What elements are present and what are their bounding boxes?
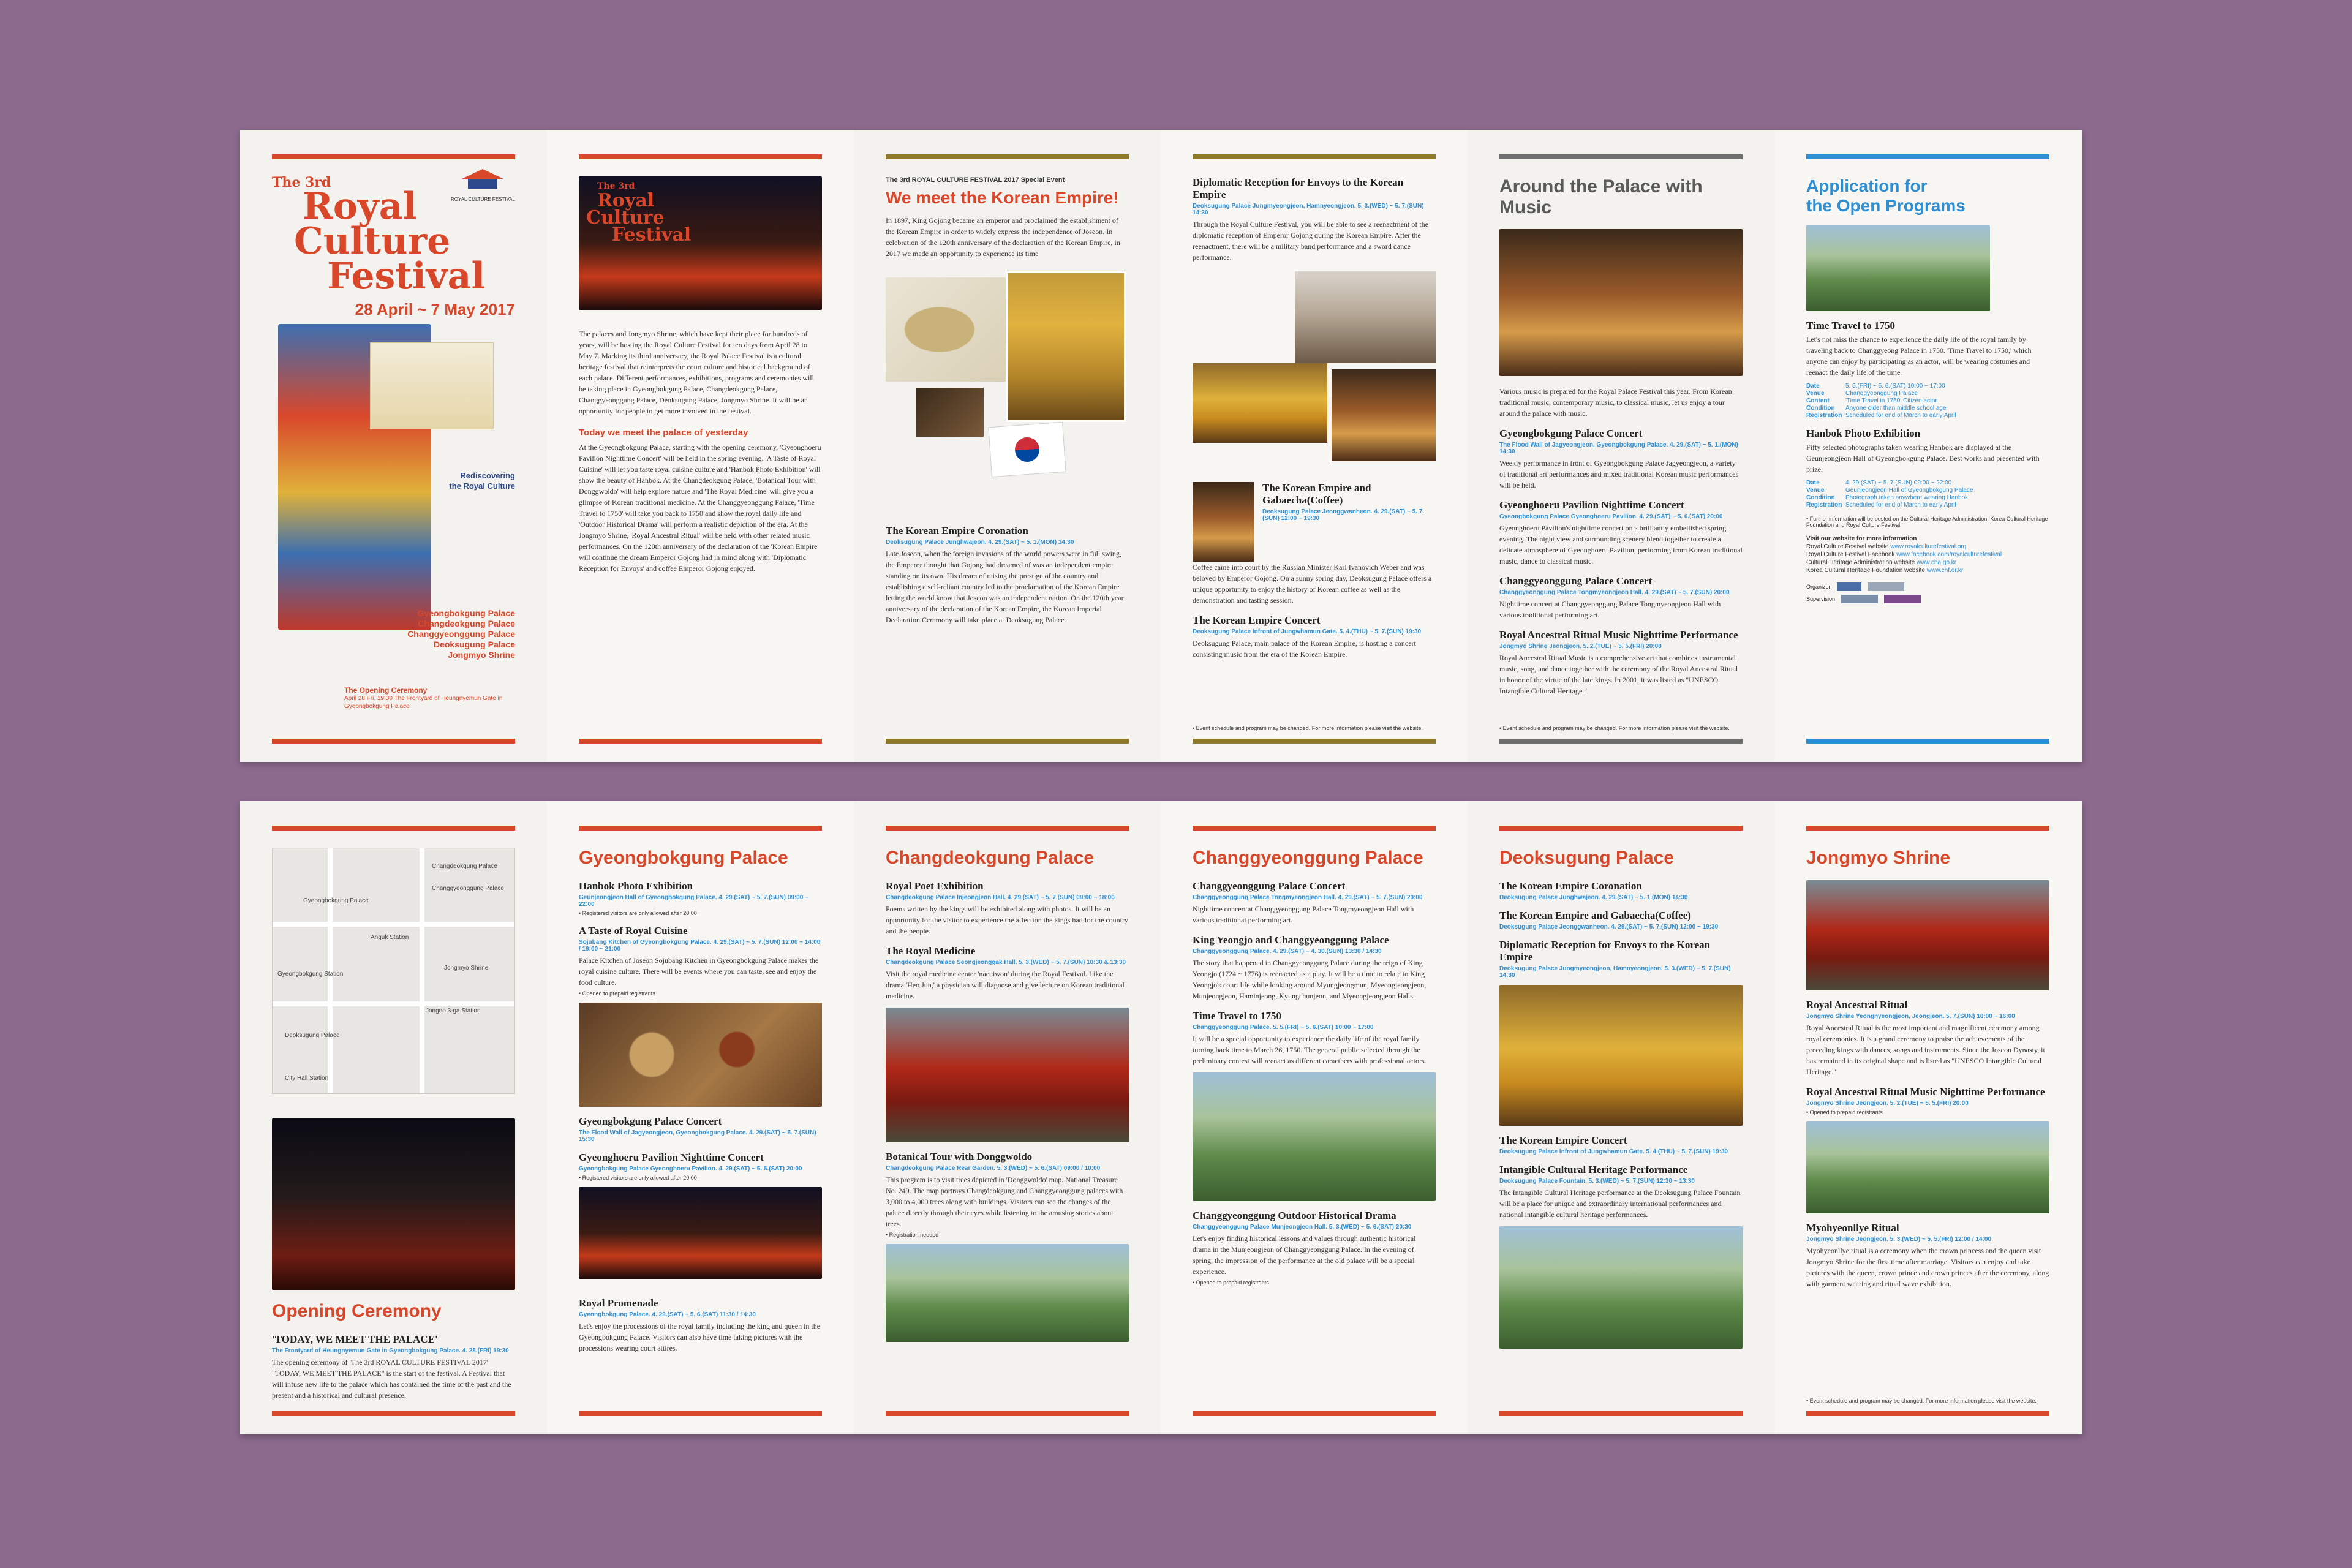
event-meta: Changgyeonggung Palace Munjeongjeon Hall. 5. 3.(WED) ~ 5. 6.(SAT) 20:30	[1193, 1224, 1412, 1231]
event-meta: The Frontyard of Heungnyemun Gate in Gyeongbokgung Palace. 4. 28.(FRI) 19:30	[272, 1348, 509, 1354]
info-value: Changgyeonggung Palace	[1845, 390, 1918, 398]
event-meta: Jongmyo Shrine Jeongjeon. 5. 2.(TUE) ~ 5. 5.(FRI) 20:00	[1499, 643, 1662, 650]
event-title: Changgyeonggung Outdoor Historical Drama	[1193, 1210, 1396, 1221]
gabaecha-block	[1193, 482, 1436, 562]
map-label: Gyeongbokgung Palace	[303, 897, 369, 904]
map-label: Anguk Station	[371, 934, 409, 941]
event-body: Deoksugung Palace, main palace of the Korean Empire, is hosting a concert consisting music from the era of the Korean Empire.	[1193, 639, 1416, 658]
schedule-footnote: • Event schedule and program may be changed. For more information please visit the website.	[1806, 1398, 2037, 1404]
link-label: Cultural Heritage Administration website	[1806, 559, 1915, 567]
event-meta: Jongmyo Shrine Jeongjeon. 5. 2.(TUE) ~ 5. 5.(FRI) 20:00	[1806, 1100, 1969, 1107]
event-note: • Opened to prepaid registrants	[579, 990, 655, 997]
event-meta: Deoksugung Palace Jungmyeongjeon, Hamnyeongjeon. 5. 3.(WED) ~ 5. 7.(SUN) 14:30	[1193, 203, 1424, 216]
event-title: Myohyeonllye Ritual	[1806, 1222, 1899, 1234]
event-meta: Deoksugung Palace Infront of Jungwhamun Gate. 5. 4.(THU) ~ 5. 7.(SUN) 19:30	[1193, 628, 1422, 635]
info-value: 4. 29.(SAT) ~ 5. 7.(SUN) 09:00 ~ 22:00	[1845, 480, 1952, 487]
venue-list	[407, 608, 515, 660]
top-rule	[1806, 154, 2049, 159]
event-body: Palace Kitchen of Joseon Sojubang Kitchen in Gyeongbokgung Palace makes the royal cuisine culture. There will be events where you can taste, see and enjoy the food culture.	[579, 956, 819, 987]
application-title-line1: Application for	[1806, 176, 1928, 195]
event-body: Nighttime concert at Changgyeonggung Palace Tongmyeongjeon Hall with various traditional performing art.	[1499, 600, 1721, 619]
event-meta: The Flood Wall of Jagyeongjeon, Gyeongbokgung Palace. 4. 29.(SAT) ~ 5. 7.(SUN) 15:30	[579, 1129, 816, 1143]
info-key: Date	[1806, 383, 1820, 390]
schedule-footnote: • Event schedule and program may be changed. For more information please visit the website.	[1499, 725, 1730, 731]
map-label: Jongno 3-ga Station	[426, 1008, 481, 1014]
event-meta: Changgyeonggung Palace. 5. 5.(FRI) ~ 5. 6.(SAT) 10:00 ~ 17:00	[1193, 1024, 1374, 1031]
event-meta: Deoksugung Palace Jeonggwanheon. 4. 29.(SAT) ~ 5. 7.(SUN) 12:00 ~ 19:30	[1499, 924, 1719, 930]
rear-garden-photo	[886, 1244, 1129, 1342]
website-link[interactable]	[1806, 543, 2049, 550]
event-meta: Jongmyo Shrine Jeongjeon. 5. 3.(WED) ~ 5. 5.(FRI) 12:00 / 14:00	[1806, 1236, 1992, 1243]
event-meta: Deoksugung Palace Junghwajeon. 4. 29.(SAT) ~ 5. 1.(MON) 14:30	[1499, 894, 1688, 901]
ancestral-ritual-photo	[1806, 880, 2049, 990]
info-row	[1806, 502, 2049, 508]
info-row	[1806, 494, 2049, 501]
bottom-rule	[1806, 1411, 2049, 1416]
event-meta: Changdeokgung Palace Injeongjeon Hall. 4. 29.(SAT) ~ 5. 7.(SUN) 09:00 ~ 18:00	[886, 894, 1115, 901]
info-row	[1806, 412, 2049, 419]
opening-detail: April 28 Fri. 19:30 The Frontyard of Heungnyemun Gate in Gyeongbokgung Palace	[344, 695, 503, 710]
event-title: The Korean Empire Concert	[1193, 614, 1321, 626]
palace-building-photo	[1193, 363, 1327, 443]
event-title: The Korean Empire and Gabaecha(Coffee)	[1499, 910, 1691, 921]
info-row	[1806, 480, 2049, 486]
bottom-rule	[272, 1411, 515, 1416]
info-key: Condition	[1806, 405, 1835, 412]
changgyeonggung-panel	[1161, 801, 1468, 1434]
visit-heading: Visit our website for more information	[1806, 535, 1917, 543]
info-key: Venue	[1806, 390, 1825, 398]
event-meta: Deoksugung Palace Junghwajeon. 4. 29.(SAT) ~ 5. 1.(MON) 14:30	[886, 538, 1074, 546]
music-intro: Various music is prepared for the Royal Palace Festival this year. From Korean traditional music, contemporary music, to classical music, let us enjoy a tour around the palace with music.	[1499, 387, 1732, 418]
info-row	[1806, 390, 2049, 397]
map-road	[273, 922, 514, 927]
event-title: Intangible Cultural Heritage Performance	[1499, 1164, 1688, 1175]
event-title: 'TODAY, WE MEET THE PALACE'	[272, 1333, 438, 1345]
event-note: • Registration needed	[886, 1232, 939, 1238]
event-title: Diplomatic Reception for Envoys to the Korean Empire	[1499, 939, 1711, 963]
supervision-logo	[1841, 595, 1878, 603]
event-meta: Jongmyo Shrine Yeongnyeongjeon, Jeongjeon. 5. 7.(SUN) 10:00 ~ 16:00	[1806, 1013, 2015, 1020]
top-rule	[579, 826, 822, 831]
bottom-rule	[886, 1411, 1129, 1416]
royal-cuisine-photo	[579, 1003, 822, 1107]
dragon-illustration	[886, 277, 1020, 382]
event-title: A Taste of Royal Cuisine	[579, 925, 688, 937]
hanbok-info	[1806, 480, 2049, 508]
event-body: Fifty selected photographs taken wearing Hanbok are displayed at the Geunjeongjeon Hall of Gyeongbokgung Palace. Best works and presented with prize.	[1806, 443, 2040, 474]
info-key: Condition	[1806, 494, 1835, 502]
logo-text: ROYAL CULTURE FESTIVAL	[450, 197, 515, 202]
changdeokgung-panel	[854, 801, 1161, 1434]
event-meta: Deoksugung Palace Fountain. 5. 3.(WED) ~ 5. 7.(SUN) 12:30 ~ 13:30	[1499, 1178, 1695, 1185]
event-title: Changgyeonggung Palace Concert	[1499, 575, 1653, 587]
logo-icon	[459, 164, 506, 194]
link-url[interactable]: www.royalculturefestival.org	[1890, 543, 1967, 551]
map-label: Deoksugung Palace	[285, 1032, 340, 1039]
event-body: Weekly performance in front of Gyeongbokgung Palace Jagyeongjeon, a variety of traditional art performances and mixed traditional Korean music performances will be held.	[1499, 459, 1739, 489]
palace-heading: Deoksugung Palace	[1499, 848, 1675, 868]
bottom-rule	[1499, 1411, 1743, 1416]
venue-item: Gyeongbokgung Palace	[417, 608, 515, 618]
link-label: Royal Culture Festival Facebook	[1806, 551, 1895, 559]
event-title: Gyeonghoeru Pavilion Nighttime Concert	[579, 1152, 764, 1163]
time-travel-info	[1806, 383, 2049, 419]
event-title: Diplomatic Reception for Envoys to the Korean Empire	[1193, 176, 1404, 200]
music-panel	[1468, 130, 1774, 762]
schedule-footnote: • Event schedule and program may be changed. For more information please visit the website.	[1193, 725, 1423, 731]
cover-title-festival: Festival	[327, 254, 486, 298]
event-title: Gyeongbokgung Palace Concert	[579, 1115, 722, 1127]
event-note: • Registered visitors are only allowed after 20:00	[579, 1175, 697, 1181]
intro-panel	[547, 130, 854, 762]
info-value: Scheduled for end of March to early April	[1845, 412, 1956, 420]
info-value: Photograph taken anywhere wearing Hanbok	[1845, 494, 1969, 502]
top-rule	[886, 826, 1129, 831]
event-meta: Changgyeonggung Palace Tongmyeongjeon Hall. 4. 29.(SAT) ~ 5. 7.(SUN) 20:00	[1499, 589, 1730, 596]
event-title: The Korean Empire Coronation	[886, 524, 1028, 537]
event-title: Royal Ancestral Ritual Music Nighttime Performance	[1806, 1086, 2045, 1098]
supervision-label: Supervision	[1806, 596, 1836, 603]
cover-edition: The 3rd	[272, 175, 331, 190]
info-value: 5. 5.(FRI) ~ 5. 6.(SAT) 10:00 ~ 17:00	[1845, 383, 1945, 390]
website-links	[1806, 535, 2049, 574]
bottom-rule	[1806, 739, 2049, 744]
map-panel	[240, 801, 547, 1434]
event-body: Let's not miss the chance to experience the daily life of the royal family by traveling back to Changgyeong Palace in 1750. 'Time Travel to 1750,' which anyone can enjoy by participating as an actor, will be wearing costumes and reenact the daily life of the time.	[1806, 335, 2032, 377]
organizer-logo	[1837, 582, 1861, 591]
map-road	[273, 1001, 514, 1006]
event-title: Gyeongbokgung Palace Concert	[1499, 428, 1643, 439]
map-label: Gyeongbokgung Station	[277, 971, 344, 978]
event-meta: The Flood Wall of Jagyeongjeon, Gyeongbokgung Palace. 4. 29.(SAT) ~ 5. 1.(MON) 14:30	[1499, 442, 1738, 455]
event-title: Royal Promenade	[579, 1297, 658, 1309]
venue-item: Jongmyo Shrine	[448, 650, 515, 660]
korean-flag-image	[988, 422, 1066, 477]
photo-title-royal: Royal	[597, 190, 655, 211]
diplomatic-collage	[1193, 271, 1436, 473]
event-body: Let's enjoy the processions of the royal family including the king and queen in the Gyeongbokgung Palace. Visitors can also have time taking pictures with the processions wearing court attires.	[579, 1322, 821, 1352]
bottom-rule	[579, 1411, 822, 1416]
cover-title-royal: Royal	[303, 184, 417, 228]
event-body: Poems written by the kings will be exhibited along with photos. It will be an opportunity for the visitor to experience the affection the kings had for the country and the people.	[886, 905, 1128, 935]
bottom-rule	[1193, 1411, 1436, 1416]
intro-paragraph: The palaces and Jongmyo Shrine, which have kept their place for hundreds of years, will be hosting the Royal Culture Festival for ten days from April 28 to May 7. Marking its third anniversary, the Royal Palace Festival is a cultural heritage festival that reinterprets the court culture and historical background of each palace. Different performances, exhibitions, programs and ceremonies will be taking place in Gyeongbokgung Palace, Changdeokgung Palace, Changgyeonggung Palace, Deoksugung Palace, Jongmyo Shrine. It will be an opportunity for people to get more involved in the festival.	[579, 330, 814, 415]
royal-medicine-photo	[886, 1008, 1129, 1142]
website-link[interactable]	[1806, 551, 2049, 558]
venue-item: Deoksugung Palace	[433, 639, 515, 649]
myohyeonllye-photo	[1806, 1121, 2049, 1213]
photo-edition: The 3rd	[597, 181, 635, 191]
application-panel	[1774, 130, 2081, 762]
barista-photo	[1193, 482, 1254, 562]
info-value: 'Time Travel in 1750' Citizen actor	[1845, 398, 1937, 405]
event-body: The opening ceremony of 'The 3rd ROYAL CULTURE FESTIVAL 2017' "TODAY, WE MEET THE PALACE" is the start of the festival. A Festival that will infuse new life to the palace which has contained the time of the past and the present and a historical and cultural presence.	[272, 1358, 511, 1400]
info-key: Date	[1806, 480, 1820, 487]
top-rule	[1499, 154, 1743, 159]
map-label: Changgyeonggung Palace	[432, 885, 504, 892]
event-note: • Opened to prepaid registrants	[1193, 1280, 1269, 1286]
cover-title-culture: Culture	[294, 219, 451, 263]
organizer-logos	[1806, 582, 2049, 591]
info-row	[1806, 487, 2049, 494]
info-value: Scheduled for end of March to early April	[1845, 502, 1956, 509]
festival-logo	[451, 164, 515, 202]
gyeongbokgung-panel	[547, 801, 854, 1434]
info-row	[1806, 383, 2049, 390]
event-body: The story that happened in Changgyeonggung Palace during the reign of King Yeongjo (1724 ~ 1776) is reenacted as a play. It will be a time to relate to King Yeongjo's court life while looking around Myungjeongmun, Myeongjeongjeon, Munjeongjeon, Haminjeong, Kyungchunjeon, and Myeongjeongjeon Halls.	[1193, 959, 1427, 1000]
website-link[interactable]	[1806, 559, 2049, 566]
info-row	[1806, 398, 2049, 404]
brochure-front-side	[240, 130, 2082, 762]
cover-collage	[272, 324, 515, 643]
info-value: Anyone older than middle school age	[1845, 405, 1947, 412]
event-meta: Gyeongbokgung Palace Gyeonghoeru Pavilion. 4. 29.(SAT) ~ 5. 6.(SAT) 20:00	[1499, 513, 1723, 520]
event-meta: Gyeongbokgung Palace. 4. 29.(SAT) ~ 5. 6.(SAT) 11:30 / 14:30	[579, 1311, 756, 1318]
event-meta: Deoksugung Palace Infront of Jungwhamun Gate. 5. 4.(THU) ~ 5. 7.(SUN) 19:30	[1499, 1148, 1728, 1155]
event-body: Late Joseon, when the foreign invasions of the world powers were in full swing, the Emperor thought that Gojong had dreamed of was an independent empire standing on its own. His dream of raising the prestige of the country and establishing a self-reliant country led to the proclamation of the Korean Empire letting the world know that Joseon was an independent nation. On the 120th year anniversary of the declaration of the Korean Empire, the Korean Imperial Declaration Ceremony will take place at Deoksugung Palace.	[886, 549, 1124, 624]
event-title: Royal Ancestral Ritual	[1806, 999, 1908, 1011]
opening-ceremony-note	[344, 686, 515, 710]
event-meta: Deoksugung Palace Jungmyeongjeon, Hamnyeongjeon. 5. 3.(WED) ~ 5. 7.(SUN) 14:30	[1499, 965, 1731, 979]
top-rule	[1193, 826, 1436, 831]
supervision-logo	[1884, 595, 1921, 603]
event-title: Royal Poet Exhibition	[886, 880, 984, 892]
venue-item: Changgyeonggung Palace	[407, 629, 515, 639]
event-meta: Deoksugung Palace Jeonggwanheon. 4. 29.(SAT) ~ 5. 7.(SUN) 12:00 ~ 19:30	[1262, 508, 1425, 522]
map-road	[420, 848, 424, 1093]
cover-panel	[240, 130, 547, 762]
event-meta: Changdeokgung Palace Rear Garden. 5. 3.(WED) ~ 5. 6.(SAT) 09:00 / 10:00	[886, 1165, 1101, 1172]
map-label: City Hall Station	[285, 1075, 329, 1082]
info-key: Registration	[1806, 412, 1842, 420]
festival-stage-photo	[579, 176, 822, 310]
info-value: Geunjeongjeon Hall of Gyeongbokgung Palace	[1845, 487, 1973, 494]
organizer-label: Organizer	[1806, 584, 1831, 590]
info-key: Content	[1806, 398, 1830, 405]
info-key: Venue	[1806, 487, 1825, 494]
reception-photo	[1295, 271, 1436, 363]
event-body: Myohyeonllye ritual is a ceremony when the crown princess and the queen visit Jongmyo Shrine for the first time after marriage. Visitors can enjoy and take pictures with the queen, crown prince and crown princes after the ceremony, along with garment wearing and ritual wave exhibition.	[1806, 1246, 2049, 1288]
special-event-panel-2	[1161, 130, 1468, 762]
website-link[interactable]	[1806, 567, 2049, 574]
bottom-rule	[886, 739, 1129, 744]
event-body: Coffee came into court by the Russian Minister Karl Ivanovich Weber and was beloved by Emperor Gojong. On a sunny spring day, Deoksugung Palace offers a unique opportunity to enjoy the history of Korean coffee as well as the demonstration and tasting session.	[1193, 563, 1432, 605]
event-title: The Korean Empire Coronation	[1499, 880, 1642, 892]
link-label: Royal Culture Festival website	[1806, 543, 1889, 551]
top-rule	[1806, 826, 2049, 831]
event-meta: Changdeokgung Palace Seongjeonggak Hall. 5. 3.(WED) ~ 5. 7.(SUN) 10:30 & 13:30	[886, 959, 1126, 966]
event-body: Gyeonghoeru Pavilion's nighttime concert on a brilliantly embellished spring evening. The night view and surrounding scenery blend together to create a delicate atmosphere of Gyeonghoeru Pavilion, performing from Korean traditional music, dance to classical music.	[1499, 524, 1743, 565]
event-title: The Korean Empire Concert	[1499, 1134, 1627, 1146]
event-body: Royal Ancestral Ritual is the most important and magnificent ceremony among royal ceremonies. It is a grand ceremony to praise the achievements of the preceding kings with dances, songs and instruments. Since the Joseon Dynasty, it has remained in its original shape and is listed as "UNESCO Intangible Cultural Heritage."	[1806, 1023, 2045, 1076]
special-event-panel	[854, 130, 1161, 762]
top-rule	[1499, 826, 1743, 831]
special-collage	[886, 271, 1129, 516]
event-note: • Opened to prepaid registrants	[1806, 1109, 1883, 1115]
info-key: Registration	[1806, 502, 1842, 509]
event-title: Changgyeonggung Palace Concert	[1193, 880, 1346, 892]
event-title: The Korean Empire and Gabaecha(Coffee)	[1262, 482, 1371, 506]
emperor-portrait	[1006, 271, 1126, 422]
event-body: The Intangible Cultural Heritage performance at the Deoksugung Palace Fountain will be a place for unique and extraordinary international performances and national intangible cultural heritage performances.	[1499, 1188, 1741, 1219]
intro-paragraph-2: At the Gyeongbokgung Palace, starting with the opening ceremony, 'Gyeonghoeru Pavilion Nighttime Concert' will be held in the spring evening. 'A Taste of Royal Cuisine' will let you taste royal cuisine culture and 'Hanbok Photo Exhibition' will show the beauty of Hanbok. At the Changdeokgung Palace, 'Botanical Tour with Donggwoldo' will help explore nature and 'The Royal Medicine' will give you a glimpse of Korean traditional medicine. At the Changgyeonggung Palace, 'Time Travel to 1750' will take you back to 1750 and show the royal daily life and 'Outdoor Historical Drama' will perform a realistic depiction of the era. At the Jongmyo Shrine, 'Royal Ancestral Ritual' will be held with other related music performances. On the 120th anniversary of the declaration of the 'Korean Empire' will continue the dream Emperor Gojong had in mind along with 'Diplomatic Reception for Envoys' and coffee Emperor Gojong enjoyed.	[579, 443, 821, 573]
music-title: Around the Palace with Music	[1499, 176, 1703, 217]
map-label: Jongmyo Shrine	[444, 965, 489, 971]
link-url[interactable]: www.chf.or.kr	[1926, 567, 1964, 575]
special-title: We meet the Korean Empire!	[886, 188, 1119, 207]
top-rule	[579, 154, 822, 159]
brochure-back-side	[240, 801, 2082, 1434]
event-note: • Registered visitors are only allowed after 20:00	[579, 910, 697, 916]
event-body: It will be a special opportunity to experience the daily life of the royal family turning back time to March 26, 1750. The general public selected through the preliminary contest will reenact as different caracthers with professional actors.	[1193, 1035, 1427, 1065]
event-title: Gyeonghoeru Pavilion Nighttime Concert	[1499, 499, 1684, 511]
info-row	[1806, 405, 2049, 412]
event-meta: Changgyeonggung Palace. 4. 29.(SAT) ~ 4. 30.(SUN) 13:30 / 14:30	[1193, 948, 1382, 955]
opening-title: The Opening Ceremony	[344, 686, 428, 695]
venue-item: Changdeokgung Palace	[418, 619, 515, 628]
bottom-rule	[1193, 739, 1436, 744]
link-url[interactable]: www.cha.go.kr	[1917, 559, 1957, 567]
event-meta: Changgyeonggung Palace Tongmyeongjeon Hall. 4. 29.(SAT) ~ 5. 7.(SUN) 20:00	[1193, 894, 1423, 901]
event-body: Nighttime concert at Changgyeonggung Palace Tongmyeongjeon Hall with various traditional performing art.	[1193, 905, 1414, 924]
coronation-photo	[1499, 985, 1743, 1126]
event-title: King Yeongjo and Changgyeonggung Palace	[1193, 934, 1389, 946]
event-body: Royal Ancestral Ritual Music is a comprehensive art that combines instrumental music, song, and dance together with the ceremony of the Royal Ancestral Ritual in honor of the virtue of the late kings. In 2001, it was listed as "UNESCO Intangible Cultural Heritage."	[1499, 654, 1738, 695]
top-rule	[272, 826, 515, 831]
top-rule	[886, 154, 1129, 159]
pavilion-concert-photo	[579, 1187, 822, 1279]
link-label: Korea Cultural Heritage Foundation website	[1806, 567, 1925, 575]
special-eyebrow: The 3rd ROYAL CULTURE FESTIVAL 2017 Special Event	[886, 176, 1065, 184]
event-title: Botanical Tour with Donggwoldo	[886, 1151, 1033, 1163]
opening-heading: Opening Ceremony	[272, 1301, 442, 1321]
bottom-rule	[579, 739, 822, 744]
event-title: Hanbok Photo Exhibition	[1806, 428, 1921, 440]
event-meta: Sojubang Kitchen of Gyeongbokgung Palace. 4. 29.(SAT) ~ 5. 7.(SUN) 12:00 ~ 14:00 / 19:00 ~ 21:00	[579, 939, 821, 952]
music-performance-photo	[1499, 229, 1743, 376]
link-url[interactable]: www.facebook.com/royalculturefestival	[1896, 551, 2002, 559]
map-label: Changdeokgung Palace	[432, 863, 497, 870]
costume-parade-photo	[1806, 225, 1990, 311]
special-intro: In 1897, King Gojong became an emperor and proclaimed the establishment of the Korean Empire in order to widely express the independence of Joseon. In celebration of the 120th anniversary of the declaration of the Korean Empire, in 2017 we made an opportunity to experience its time	[886, 216, 1120, 258]
cover-tagline: Rediscovering the Royal Culture	[449, 470, 515, 491]
palace-line-art	[370, 342, 494, 429]
palace-heading: Changgyeonggung Palace	[1193, 848, 1423, 868]
opening-night-photo	[272, 1118, 515, 1290]
deoksugung-panel	[1468, 801, 1774, 1434]
palace-heading: Jongmyo Shrine	[1806, 848, 1951, 868]
intro-subhead: Today we meet the palace of yesterday	[579, 428, 748, 438]
event-title: Time Travel to 1750	[1806, 320, 1895, 332]
application-title-line2: the Open Programs	[1806, 196, 1966, 216]
time-travel-photo	[1193, 1072, 1436, 1201]
photo-title-culture: Culture	[586, 207, 665, 228]
photo-title-festival: Festival	[612, 224, 692, 246]
event-title: Time Travel to 1750	[1193, 1010, 1281, 1022]
bottom-rule	[1499, 739, 1743, 744]
supervision-logos	[1806, 595, 2049, 603]
event-body: Let's enjoy finding historical lessons and values through authentic historical drama in the Munjeongjeon of Changgyeonggung Palace. In the evening of spring, the impression of the performance at the old palace will be a special experience.	[1193, 1234, 1416, 1276]
event-title: The Royal Medicine	[886, 945, 976, 957]
top-rule	[272, 154, 515, 159]
event-body: Through the Royal Culture Festival, you will be able to see a reenactment of the diplomatic reception of Emperor Gojong during the Korean Empire. After the reenactment, there will be a military band performance and a sword dance performance.	[1193, 220, 1428, 262]
event-title: Hanbok Photo Exhibition	[579, 880, 693, 892]
organizer-logo	[1868, 582, 1904, 591]
event-meta: Gyeongbokgung Palace Gyeonghoeru Pavilion. 4. 29.(SAT) ~ 5. 6.(SAT) 20:00	[579, 1166, 802, 1172]
further-info-note: • Further information will be posted on the Cultural Heritage Administration, Korea Cultural Heritage Foundation and Royal Culture Festival.	[1806, 516, 2048, 529]
event-title: Royal Ancestral Ritual Music Nighttime Performance	[1499, 629, 1738, 641]
palace-heading: Gyeongbokgung Palace	[579, 848, 788, 868]
royal-seal-photo	[916, 388, 984, 437]
event-body: Visit the royal medicine center 'naeuiwon' during the Royal Festival. Like the drama 'Heo Jun,' a physician will diagnose and give lecture on Korean traditional medicine.	[886, 970, 1125, 1000]
top-rule	[1193, 154, 1436, 159]
palace-heading: Changdeokgung Palace	[886, 848, 1095, 868]
cover-dates: 28 April ~ 7 May 2017	[355, 300, 515, 318]
bottom-rule	[272, 739, 515, 744]
heritage-performance-photo	[1499, 1226, 1743, 1349]
event-body: This program is to visit trees depicted in 'Donggwoldo' map. National Treasure No. 249. The map portrays Changdeokgung and Changgyeonggung palaces with 3,000 to 4,000 trees along with buildings. Visitors can see the changes of the palace directly through their eyes while listening to the amusing stories about trees.	[886, 1175, 1123, 1228]
event-meta: Geunjeongjeon Hall of Gyeongbokgung Palace. 4. 29.(SAT) ~ 5. 7.(SUN) 09:00 ~ 22:00	[579, 894, 809, 908]
palace-map[interactable]	[272, 848, 515, 1094]
jongmyo-panel	[1774, 801, 2081, 1434]
sword-dance-photo	[1332, 369, 1436, 461]
